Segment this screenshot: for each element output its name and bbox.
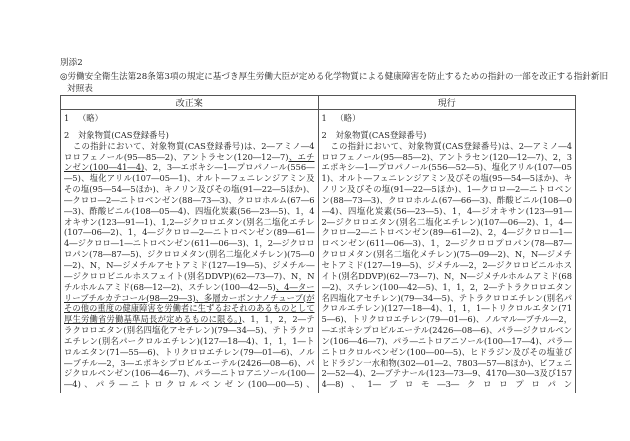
text-line [64,238,315,249]
text-segment: ―4)、パラ―ニトロクロルベンゼン(100―00―5)、 [64,379,315,390]
amended-text: その他の重度の健康障害を労働者に生ずるおそれのあるものとして [64,303,315,314]
document-title: ◎労働安全衛生法第28条第3項の規定に基づき厚生労働大臣が定める化学物質による健康障害を防止するための指針の一部を改正する指針新旧 [60,72,609,82]
text-segment: ロロフェノール(95―85―2)、アントラセン(120―12―7)、2，3 [321,151,572,162]
text-line [322,358,573,369]
text-segment: ロパン(78―87―5)、ジクロロメタン(別名二塩化メチレン)(75―0 [64,249,315,260]
text-segment: ラクロロエタン(別名四塩化アセチレン)(79―34―5)、テトラクロ [64,325,315,336]
text-segment: ロルエタン(71―55―6)、トリクロロエチレン(79―01―6)、ノル [64,346,315,357]
text-segment: クロルエチレン)(127―18―4)、1，1，1―トリクロルエタン(71 [321,303,572,314]
text-line [64,368,315,379]
text-segment: 1)、オルト―フェニレンジアミン及びその塩(95―54―5ほか)、キ [321,173,572,184]
text-segment: この指針において、対象物質(CAS登録番号)は、2―アミノ―4 [330,140,572,151]
amended-text: ンゼン(100―41―4) [64,162,145,173]
text-line [64,173,315,184]
document-title-continuation: 対照表 [67,84,93,94]
text-line [64,282,315,293]
text-line [64,347,315,358]
text-segment: チルホルムアミド(68―12―2)、スチレン(100―42―5) [64,281,276,292]
text-segment: ―クロロ―2―ニトロベンゼン(88―73―3)、クロロホルム(67―6 [64,194,315,205]
text-line [322,303,573,314]
text-line [64,184,315,195]
text-line [322,184,573,195]
amended-text: 、エチ [288,151,315,162]
item-2-heading: 2 対象物質(CAS登録番号) [64,129,169,140]
text-segment: ロベンゼン(611―06―3)、1，2―ジクロロプロパン(78―87― [321,238,572,249]
text-line [64,325,315,336]
text-line [322,173,573,184]
text-line [322,293,573,304]
text-line [64,227,315,238]
text-segment: ―エポキシプロピルエーテル(2426―08―6)、パラ―ジクロルベン [321,325,572,336]
text-segment: ―5)、塩化アリル(107―05―1)、オルト―フェニレンジアミン及 [64,173,315,184]
text-line [64,314,315,325]
text-segment: ヒドラジン一水和物(302―01―2、7803―57―8ほか)、ビフェニ [321,357,572,368]
text-line [322,249,573,260]
text-line [322,260,573,271]
text-segment: 2―ジクロロエタン(別名二塩化エチレン)(107―06―2)、1，4― [321,216,572,227]
text-line [64,303,315,314]
text-segment: 5―6)、トリクロロエチレン(79―01―6)、ノルマル―ブチル―2， [321,314,572,325]
text-segment: ン(88―73―3)、クロロホルム(67―66―3)、酢酸ビニル(108―0 [321,194,572,205]
annex-label: 別添2 [60,58,83,68]
text-segment: ―4)、四塩化炭素(56―23―5)、1，4―ジオキサン(123―91― [321,205,572,216]
column-header-revised: 改正案 [61,96,319,110]
text-line [64,271,315,282]
text-segment: ン(106―46―7)、パラ―ニトロアニソール(100―17―4)、パラ― [321,335,572,346]
text-line [322,206,573,217]
text-segment: 4―ジクロロ―1―ニトロベンゼン(611―06―3)、1，2―ジクロロ [64,238,315,249]
text-segment: 、2，3―エポキシ―1―プロパノール(556― [144,162,315,173]
text-line [322,162,573,173]
text-segment: エポキシ―1―プロパノール(556―52―5)、塩化アリル(107―05 [321,162,572,173]
text-segment: ―3)、酢酸ビニル(108―05―4)、四塩化炭素(56―23―5)、1，4 [64,205,315,216]
revised-column [61,110,319,394]
text-line [64,141,315,152]
text-segment: ―ブチル―2，3―エポキシプロピルエーテル(2426―08―6)、パ [64,357,315,368]
text-line [322,314,573,325]
text-segment: 4―8)、1―ブロモ―3―クロロプロパン [321,379,572,390]
text-line [322,282,573,293]
current-column [318,110,576,394]
text-line [322,141,573,152]
text-segment: イト(別名DDVP)(62―73―7)、N，N―ジメチルホルムアミド(68 [321,270,572,281]
current-body-text [322,141,573,390]
text-line [322,271,573,282]
item-2-heading: 2 対象物質(CAS登録番号) [321,129,427,140]
text-segment: 名四塩化アセチレン)(79―34―5)、テトラクロロエチレン(別名パ [321,292,572,303]
text-segment: ノリン及びその塩(91―22―5ほか)、1―クロロ―2―ニトロベン [321,184,572,195]
text-segment: ニトロクロルベンゼン(100―00―5)、ヒドラジン及びその塩並び [321,346,572,357]
text-segment: セトアミド(127―19―5)、ジメチル―2，2―ジクロロビニルホス [321,259,572,270]
text-segment: エチレン(別名パークロルエチレン)(127―18―4)、1，1，1―ト [64,335,315,346]
text-line [64,249,315,260]
text-line [322,368,573,379]
text-line [64,293,315,304]
text-segment: ―2)、N，N―ジメチルアセトアミド(127―19―5)、ジメチル― [64,259,315,270]
text-segment: 2―52―4)、2―ブテナール(123―73―9、4170―30―3及び157 [321,368,572,379]
text-line [322,336,573,347]
item-1: 1 （略） [321,113,361,123]
text-line [64,162,315,173]
text-segment: ロロフェノール(95―85―2)、アントラセン(120―12―7) [64,151,289,162]
text-segment: ジクロルベンゼン(106―46―7)、パラ―ニトロアニソール(100― [64,368,315,379]
revised-body-text [64,141,315,390]
amended-text: リーブチルカテコール(98―29―3)、多層カーボンナノチューブ(が [64,292,315,303]
text-line [64,336,315,347]
text-line [322,227,573,238]
text-line [64,195,315,206]
column-header-current: 現行 [318,96,576,110]
text-line [64,152,315,163]
amended-text: 厚生労働省労働基準局長が定めるものに限る。) [64,314,242,325]
text-line [322,195,573,206]
text-segment: その塩(95―54―5ほか)、キノリン及びその塩(91―22―5ほか)、 [64,184,315,195]
text-line [64,358,315,369]
text-line [322,217,573,228]
text-segment: オキサン(123―91―1)、1,2―ジクロロエタン(別名二塩化エチレ [64,216,315,227]
item-1: 1 （略） [64,113,103,123]
text-line [322,347,573,358]
text-segment: クロロメタン(別名二塩化メチレン)(75―09―2)、N，N―ジメチ [321,249,572,260]
text-segment: ―ジクロロビニルホスフェイト(別名DDVP)(62―73―7)、N，N [64,270,315,281]
text-line [64,217,315,228]
text-line [64,206,315,217]
text-line [64,379,315,390]
text-segment: (107―06―2)、1，4―ジクロロ―2―ニトロベンゼン(89―61― [64,227,315,238]
amended-text: 、4―ター [275,281,315,292]
comparison-table [60,95,576,393]
text-segment: ―2)、スチレン(100―42―5)、1，1，2，2―テトラクロロエタン [321,281,572,292]
text-line [64,260,315,271]
text-segment: クロロ―2―ニトロベンゼン(89―61―2)、2，4―ジクロロ―1― [321,227,572,238]
text-line [322,379,573,390]
text-line [322,325,573,336]
text-segment: この指針において、対象物質(CAS登録番号)は、2―アミノ―4 [73,140,315,151]
text-line [322,238,573,249]
text-segment: 、1，1，2，2―テ [241,314,315,325]
text-line [322,152,573,163]
